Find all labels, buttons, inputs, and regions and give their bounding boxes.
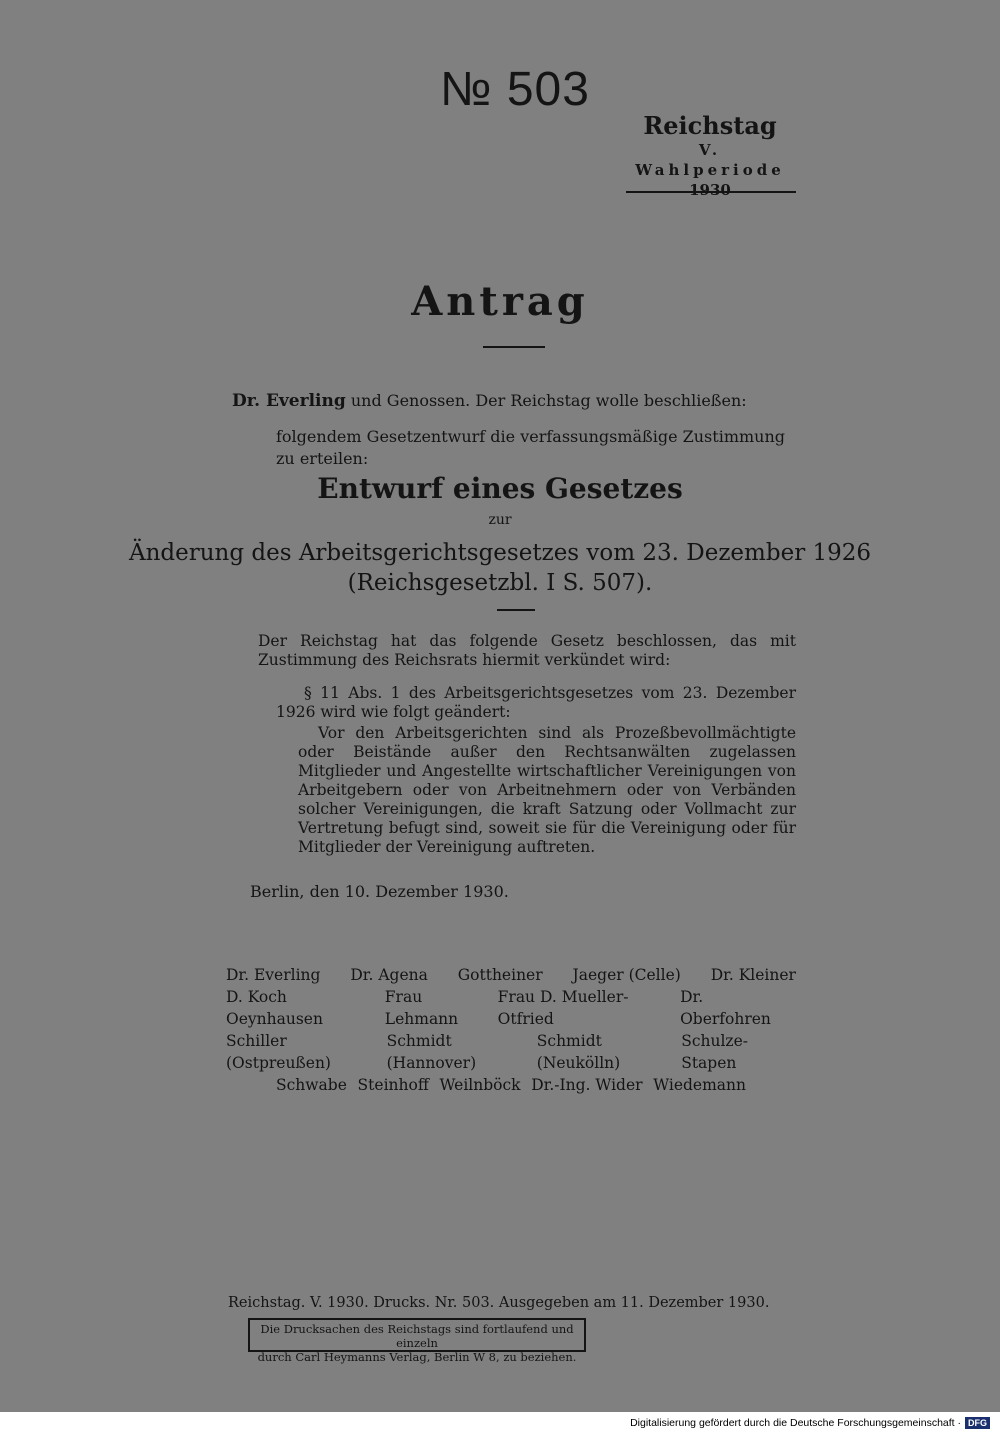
- title-rule: [483, 346, 545, 348]
- bill-heading: Entwurf eines Gesetzes: [317, 472, 683, 505]
- signer: Frau Lehmann: [384, 988, 459, 1028]
- signer-row: [226, 1030, 796, 1074]
- amended-text: Vor den Arbeitsgerichten sind als Prozeßbevollmächtigte oder Beistände außer den Rechtsanwälten zugelassen Mitglieder und Angestellte wirtschaftlicher Vereinigungen von Arbeitgebern oder von Arbeitnehmern oder von Verbänden solcher Vereinigungen, die kraft Satzung oder Vollmacht zur Vertretung befugt sind, soweit sie für die Vereinigung oder für Mitglieder der Vereinigung auftreten.: [298, 724, 796, 856]
- bill-heading-zur: zur: [488, 512, 512, 528]
- session-rule: [626, 191, 796, 193]
- signer: Dr.-Ing. Wider: [531, 1076, 643, 1094]
- bill-subheading: [0, 538, 1000, 598]
- session-block: [622, 112, 798, 200]
- signer: D. Koch Oeynhausen: [226, 988, 323, 1028]
- signer: Schmidt (Hannover): [386, 1032, 477, 1072]
- print-footer: Reichstag. V. 1930. Drucks. Nr. 503. Ausgegeben am 11. Dezember 1930.: [228, 1295, 770, 1311]
- signer: Dr. Agena: [350, 966, 428, 984]
- publisher-notice-line1: Die Drucksachen des Reichstags sind fortlaufend und einzeln: [260, 1322, 574, 1350]
- signer: Schulze-Stapen: [681, 1032, 749, 1072]
- dateline: Berlin, den 10. Dezember 1930.: [250, 882, 509, 901]
- session-year: 1930: [689, 181, 731, 199]
- signatories: [226, 964, 796, 1096]
- digitization-credit: [630, 1417, 990, 1429]
- heading-rule: [497, 609, 535, 611]
- credit-text: Digitalisierung gefördert durch die Deutsche Forschungsgemeinschaft ·: [630, 1417, 961, 1429]
- amendment-clause: § 11 Abs. 1 des Arbeitsgerichtsgesetzes vom 23. Dezember 1926 wird wie folgt geändert:: [276, 684, 796, 721]
- signer-row: [226, 986, 796, 1030]
- session-parliament: Reichstag: [643, 111, 777, 140]
- signer: Jaeger (Celle): [572, 966, 681, 984]
- session-period: V. Wahlperiode: [635, 141, 785, 179]
- signer: Steinhoff: [357, 1076, 429, 1094]
- signer: Frau D. Mueller-Otfried: [497, 988, 629, 1028]
- intro-line1: und Genossen. Der Reichstag wolle beschließen:: [350, 391, 747, 410]
- bill-body: [258, 632, 796, 857]
- bill-subheading-line2: (Reichsgesetzbl. I S. 507).: [347, 570, 653, 596]
- document-title: Antrag: [411, 278, 589, 325]
- signer: Dr. Everling: [226, 966, 321, 984]
- publisher-notice: [248, 1318, 586, 1364]
- intro: [232, 390, 802, 470]
- signer: Dr. Kleiner: [710, 966, 796, 984]
- signer: Schwabe: [276, 1076, 347, 1094]
- signer-row: [226, 1074, 796, 1096]
- document-number: № 503: [440, 63, 590, 116]
- publisher-notice-line2: durch Carl Heymanns Verlag, Berlin W 8, zu beziehen.: [257, 1350, 577, 1364]
- intro-line2: folgendem Gesetzentwurf die verfassungsmäßige Zustimmung zu erteilen:: [276, 427, 786, 468]
- signer: Gottheiner: [457, 966, 543, 984]
- dfg-logo-icon: DFG: [965, 1417, 990, 1429]
- signer: Weilnböck: [439, 1076, 521, 1094]
- proposer-name: Dr. Everling: [232, 391, 346, 411]
- signer-row: [226, 964, 796, 986]
- enactment-clause: Der Reichstag hat das folgende Gesetz beschlossen, das mit Zustimmung des Reichsrats hiermit verkündet wird:: [258, 632, 796, 669]
- signer: Wiedemann: [653, 1076, 746, 1094]
- signer: Schmidt (Neukölln): [536, 1032, 621, 1072]
- signer: Schiller (Ostpreußen): [226, 1032, 331, 1072]
- signer: Dr. Oberfohren: [680, 988, 771, 1028]
- bill-subheading-line1: Änderung des Arbeitsgerichtsgesetzes vom 23. Dezember 1926: [128, 540, 872, 566]
